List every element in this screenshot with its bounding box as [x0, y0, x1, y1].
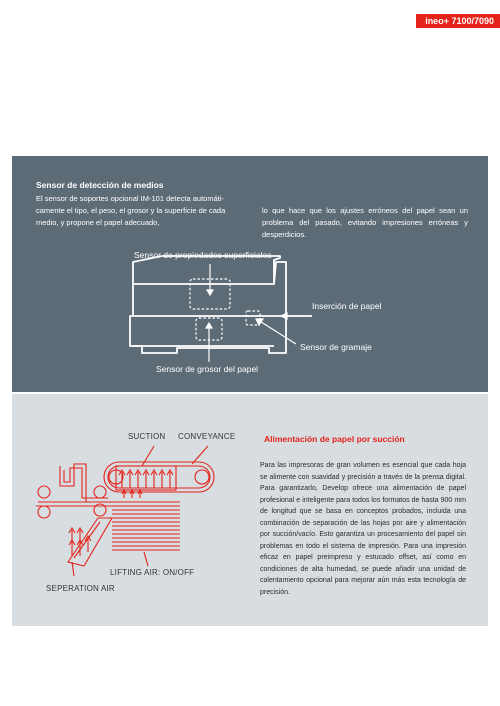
label-weight-sensor: Sensor de gramaje — [300, 342, 372, 352]
suction-feed-body: Para las impresoras de gran volumen es esencial que cada hoja se alimente con suavidad y precisión a través de la prensa digital. Para garantizarlo, Develop ofrece una alimentación de papel profesional e inteligente para todos los formatos de hasta 900 mm de longitud que se basa en conceptos probados, incluida una combinación de separación de las hojas por aire y alimentación por succión/vacío. Esto garantiza un procesamiento del papel sin problemas en todo el sistema de impresión. Para una impresión eficaz en papel preimpreso y estucado offset, así como en condiciones de alta humedad, se puede añadir una unidad de calentamiento opcional para mejorar aún más esta tecnología de precisión. — [260, 462, 466, 596]
media-sensor-line: medio, y propone el papel adecuado, — [36, 218, 160, 227]
media-sensor-diagram — [12, 156, 488, 392]
label-separation-air: SEPERATION AIR — [46, 584, 115, 593]
media-sensor-text-col2: lo que hace que los ajustes erróneos del papel sean un problema del pasado, evitando impresiones erróneas y desperdicios. — [262, 206, 468, 239]
label-conveyance: CONVEYANCE — [178, 432, 236, 441]
media-sensor-line: El sensor de soportes opcional IM-101 detecta automáti- — [36, 194, 225, 203]
label-lifting-air: LIFTING AIR: ON/OFF — [110, 568, 195, 577]
separation-nozzle — [68, 518, 112, 566]
model-tab: ineo+ 7100/7090 — [416, 14, 500, 28]
printer-outline — [130, 256, 286, 353]
paper-stack — [112, 502, 180, 550]
feed-roller-2 — [38, 506, 50, 518]
belt-roller-right — [195, 470, 209, 484]
media-sensor-section — [12, 156, 488, 392]
media-sensor-line: camente el tipo, el peso, el grosor y la superficie de cada — [36, 206, 226, 215]
label-thickness-sensor: Sensor de grosor del papel — [156, 364, 259, 374]
label-paper-insertion: Inserción de papel — [312, 301, 382, 311]
suction-feed-title: Alimentación de papel por succión — [264, 434, 405, 444]
media-sensor-title: Sensor de detección de medios — [36, 180, 164, 190]
label-suction: SUCTION — [128, 432, 166, 441]
suction-feed-section — [12, 394, 488, 626]
feed-roller-1 — [38, 486, 50, 498]
label-surface-sensor: Sensor de propiedades superficiales — [134, 250, 272, 260]
feed-roller-3 — [94, 486, 106, 498]
